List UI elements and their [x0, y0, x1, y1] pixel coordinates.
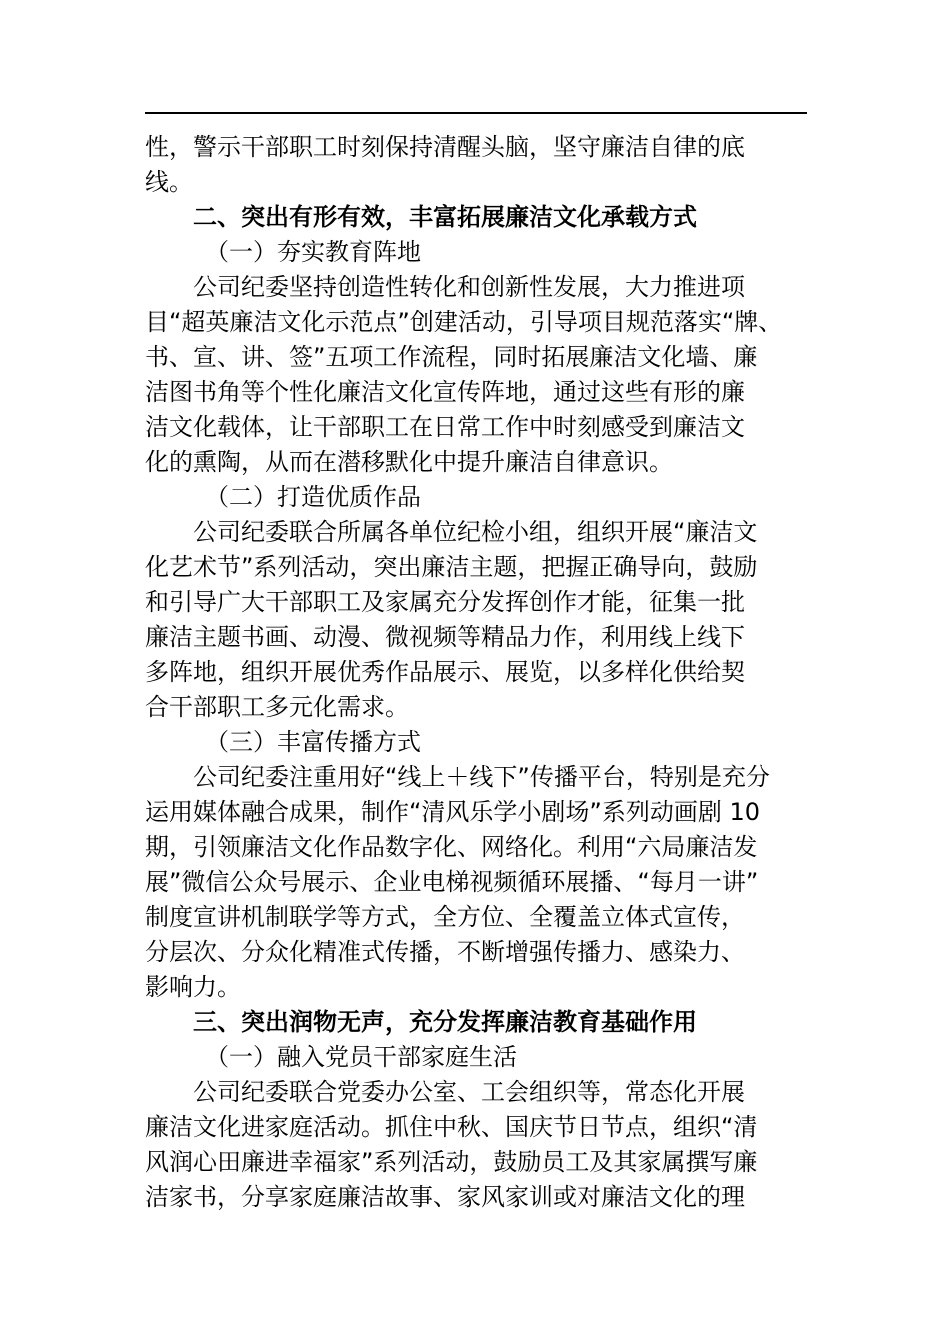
document-body [145, 130, 807, 1215]
body-text-line: 洁图书角等个性化廉洁文化宣传阵地，通过这些有形的廉 [145, 378, 745, 406]
body-text-line: 线。 [145, 168, 193, 196]
body-text-line: 性，警示干部职工时刻保持清醒头脑，坚守廉洁自律的底 [145, 133, 745, 161]
subsection-heading: （三）丰富传播方式 [205, 728, 421, 756]
body-text-line: 目“超英廉洁文化示范点”创建活动，引导项目规范落实“牌、 [145, 308, 783, 336]
subsection-heading: （一）夯实教育阵地 [205, 238, 421, 266]
body-text-line: 和引导广大干部职工及家属充分发挥创作才能，征集一批 [145, 588, 745, 616]
body-text-line: 合干部职工多元化需求。 [145, 693, 409, 721]
body-text-line: 风润心田廉进幸福家”系列活动，鼓励员工及其家属撰写廉 [145, 1148, 758, 1176]
paragraph-first-line: 公司纪委坚持创造性转化和创新性发展，大力推进项 [193, 273, 745, 301]
paragraph-first-line: 公司纪委联合党委办公室、工会组织等，常态化开展 [193, 1078, 745, 1106]
section-heading: 二、突出有形有效，丰富拓展廉洁文化承载方式 [193, 203, 697, 231]
body-text-line: 廉洁主题书画、动漫、微视频等精品力作，利用线上线下 [145, 623, 745, 651]
body-text-line: 廉洁文化进家庭活动。抓住中秋、国庆节日节点，组织“清 [145, 1113, 758, 1141]
body-text-line: 分层次、分众化精准式传播，不断增强传播力、感染力、 [145, 938, 745, 966]
body-text-line: 洁文化载体，让干部职工在日常工作中时刻感受到廉洁文 [145, 413, 745, 441]
header-divider [145, 112, 807, 114]
body-text-line: 期，引领廉洁文化作品数字化、网络化。利用“六局廉洁发 [145, 833, 758, 861]
body-text-line: 影响力。 [145, 973, 241, 1001]
subsection-heading: （二）打造优质作品 [205, 483, 421, 511]
body-text-line: 洁家书，分享家庭廉洁故事、家风家训或对廉洁文化的理 [145, 1183, 745, 1211]
body-text-line: 展”微信公众号展示、企业电梯视频循环展播、“每月一讲” [145, 868, 759, 896]
body-text-line: 化的熏陶，从而在潜移默化中提升廉洁自律意识。 [145, 448, 673, 476]
paragraph-first-line: 公司纪委注重用好“线上＋线下”传播平台，特别是充分 [193, 763, 770, 791]
body-text-line: 化艺术节”系列活动，突出廉洁主题，把握正确导向，鼓励 [145, 553, 758, 581]
body-text-line: 制度宣讲机制联学等方式，全方位、全覆盖立体式宣传， [145, 903, 745, 931]
subsection-heading: （一）融入党员干部家庭生活 [205, 1043, 517, 1071]
body-text-line: 运用媒体融合成果，制作“清风乐学小剧场”系列动画剧 10 [145, 798, 761, 826]
body-text-line: 书、宣、讲、签”五项工作流程，同时拓展廉洁文化墙、廉 [145, 343, 758, 371]
section-heading: 三、突出润物无声，充分发挥廉洁教育基础作用 [193, 1008, 697, 1036]
body-text-line: 多阵地，组织开展优秀作品展示、展览，以多样化供给契 [145, 658, 745, 686]
paragraph-first-line: 公司纪委联合所属各单位纪检小组，组织开展“廉洁文 [193, 518, 758, 546]
